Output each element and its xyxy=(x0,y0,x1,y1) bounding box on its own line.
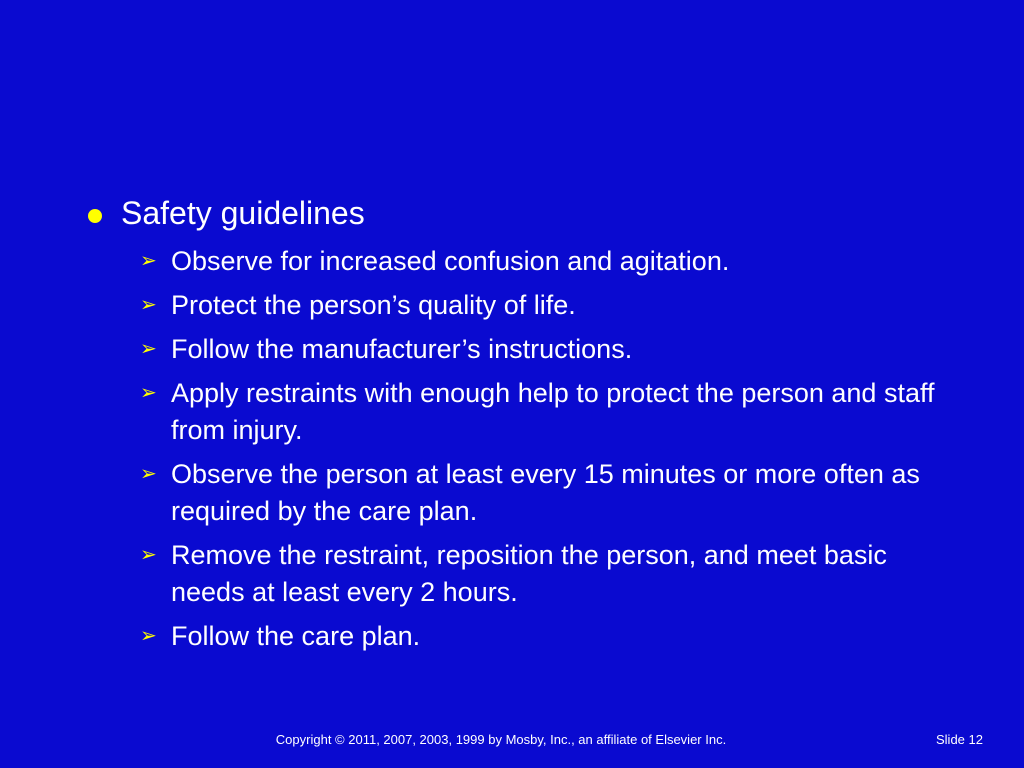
sub-bullet xyxy=(140,537,940,611)
sub-bullet xyxy=(140,456,940,530)
sub-bullet xyxy=(140,331,940,368)
sub-bullet xyxy=(140,243,940,280)
copyright-footer: Copyright © 2011, 2007, 2003, 1999 by Mosby, Inc., an affiliate of Elsevier Inc. xyxy=(275,732,727,747)
sub-bullet-list xyxy=(140,243,940,662)
sub-bullet-text: Observe for increased confusion and agitation. xyxy=(171,246,730,276)
main-bullet-text: Safety guidelines xyxy=(121,195,365,231)
bullet-dot-icon xyxy=(88,209,102,223)
arrow-bullet-icon: ➢ xyxy=(140,294,157,316)
sub-bullet xyxy=(140,287,940,324)
arrow-bullet-icon: ➢ xyxy=(140,544,157,566)
arrow-bullet-icon: ➢ xyxy=(140,625,157,647)
arrow-bullet-icon: ➢ xyxy=(140,382,157,404)
arrow-bullet-icon: ➢ xyxy=(140,338,157,360)
arrow-bullet-icon: ➢ xyxy=(140,250,157,272)
sub-bullet-text: Observe the person at least every 15 minutes or more often as required by the care plan. xyxy=(171,459,920,526)
sub-bullet xyxy=(140,618,940,655)
arrow-bullet-icon: ➢ xyxy=(140,463,157,485)
sub-bullet-text: Follow the manufacturer’s instructions. xyxy=(171,334,633,364)
sub-bullet-text: Protect the person’s quality of life. xyxy=(171,290,576,320)
sub-bullet xyxy=(140,375,940,449)
sub-bullet-text: Apply restraints with enough help to protect the person and staff from injury. xyxy=(171,378,935,445)
main-bullet xyxy=(88,192,365,234)
sub-bullet-text: Remove the restraint, reposition the person, and meet basic needs at least every 2 hours. xyxy=(171,540,887,607)
sub-bullet-text: Follow the care plan. xyxy=(171,621,421,651)
slide-number: Slide 12 xyxy=(936,732,983,747)
